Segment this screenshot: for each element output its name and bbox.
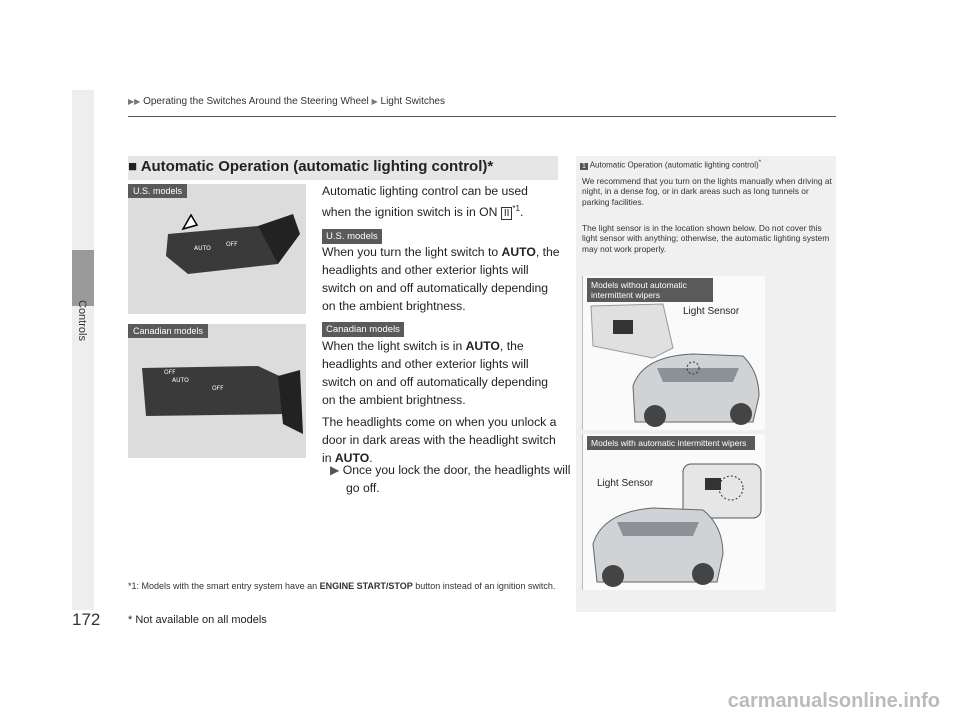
svg-text:OFF: OFF — [226, 241, 238, 248]
breadcrumb-arrow-icon: ▶▶ — [128, 97, 141, 106]
unlock-paragraph — [322, 413, 560, 467]
svg-text:OFF: OFF — [212, 385, 224, 392]
svg-text:OFF: OFF — [164, 369, 176, 376]
us-switch-figure — [128, 184, 306, 314]
note-title — [580, 159, 761, 170]
sidebar-label: Controls — [76, 300, 88, 341]
note-paragraph-2: The light sensor is in the location shown below. Do not cover this light sensor with anything; otherwise, the automatic lighting system may not work properly. — [582, 223, 830, 254]
section-square-icon: ■ — [128, 158, 138, 175]
side-tab-marker — [72, 250, 94, 306]
light-sensor-label: Light Sensor — [683, 306, 740, 317]
unlock-text-b: . — [369, 451, 373, 465]
note-ref-icon: 1 — [582, 162, 586, 170]
footnote-ref: *1 — [512, 204, 520, 213]
lock-text: Once you lock the door, the headlights will go off. — [342, 463, 571, 495]
us-models-badge: U.S. models — [322, 229, 382, 244]
result-arrow-icon: ▶ — [330, 463, 340, 477]
us-text-a: When you turn the light switch to — [322, 245, 502, 259]
section-asterisk: * — [487, 158, 494, 175]
figure-tag: Canadian models — [128, 324, 208, 338]
unlock-text-a: The headlights come on when you unlock a door in dark areas with the headlight switch in — [322, 415, 557, 465]
car-figure-with-auto-wipers — [582, 434, 765, 590]
header-rule — [128, 116, 836, 117]
intro-text: Automatic lighting control can be used when the ignition switch is in ON — [322, 184, 528, 220]
side-tab-bar — [72, 90, 94, 610]
ignition-position-symbol: II — [501, 207, 513, 220]
breadcrumb — [128, 96, 445, 107]
page-number: 172 — [72, 610, 101, 629]
note-asterisk: * — [758, 159, 762, 166]
watermark: carmanualsonline.info — [727, 690, 940, 712]
footnote-text-a: *1: Models with the smart entry system have an — [128, 581, 320, 591]
figure-tag: U.S. models — [128, 184, 187, 198]
breadcrumb-item[interactable]: Light Switches — [380, 96, 445, 107]
canadian-models-badge: Canadian models — [322, 322, 404, 337]
figure-tag: Models with automatic intermittent wipers — [587, 436, 755, 450]
note-title-text: Automatic Operation (automatic lighting control) — [589, 160, 759, 170]
availability-note: * Not available on all models — [128, 614, 267, 626]
breadcrumb-arrow-icon: ▶ — [371, 97, 378, 106]
car-sensor-illustration — [583, 434, 765, 590]
note-paragraph-1: We recommend that you turn on the lights manually when driving at night, in a dense fog, or in dark areas such as long tunnels or parking facilities. — [582, 176, 832, 207]
intro-paragraph: Automatic lighting control can be used when the ignition switch is in ON II $^{*1}$. — [322, 184, 528, 220]
breadcrumb-item[interactable]: Operating the Switches Around the Steering Wheel — [143, 96, 369, 107]
footnote — [128, 578, 558, 595]
car-figure-without-auto-wipers — [582, 276, 765, 430]
us-paragraph — [322, 243, 560, 315]
footnote-text-b: button instead of an ignition switch. — [412, 581, 556, 591]
auto-keyword: AUTO — [334, 451, 370, 465]
light-switch-lever-illustration — [128, 184, 306, 314]
light-sensor-label: Light Sensor — [597, 478, 654, 489]
ca-text-b: , the headlights and other exterior lights will switch on and off automatically depending on the ambient brightness. — [322, 339, 549, 407]
section-title-text: Automatic Operation (automatic lighting control) — [140, 158, 488, 175]
ca-text-a: When the light switch is in — [322, 339, 466, 353]
light-switch-lever-illustration — [128, 324, 306, 458]
auto-keyword: AUTO — [465, 339, 500, 353]
svg-text:AUTO: AUTO — [172, 377, 189, 384]
canadian-paragraph — [322, 337, 560, 409]
canadian-switch-figure — [128, 324, 306, 458]
figure-tag: Models without automatic intermittent wipers — [587, 278, 713, 302]
svg-text:AUTO: AUTO — [194, 245, 211, 252]
section-title — [128, 158, 493, 175]
engine-start-keyword: ENGINE START/STOP — [319, 581, 413, 591]
auto-keyword: AUTO — [501, 245, 536, 259]
lock-paragraph — [330, 461, 572, 497]
us-text-b: , the headlights and other exterior lights will switch on and off automatically depending on the ambient brightness. — [322, 245, 560, 313]
